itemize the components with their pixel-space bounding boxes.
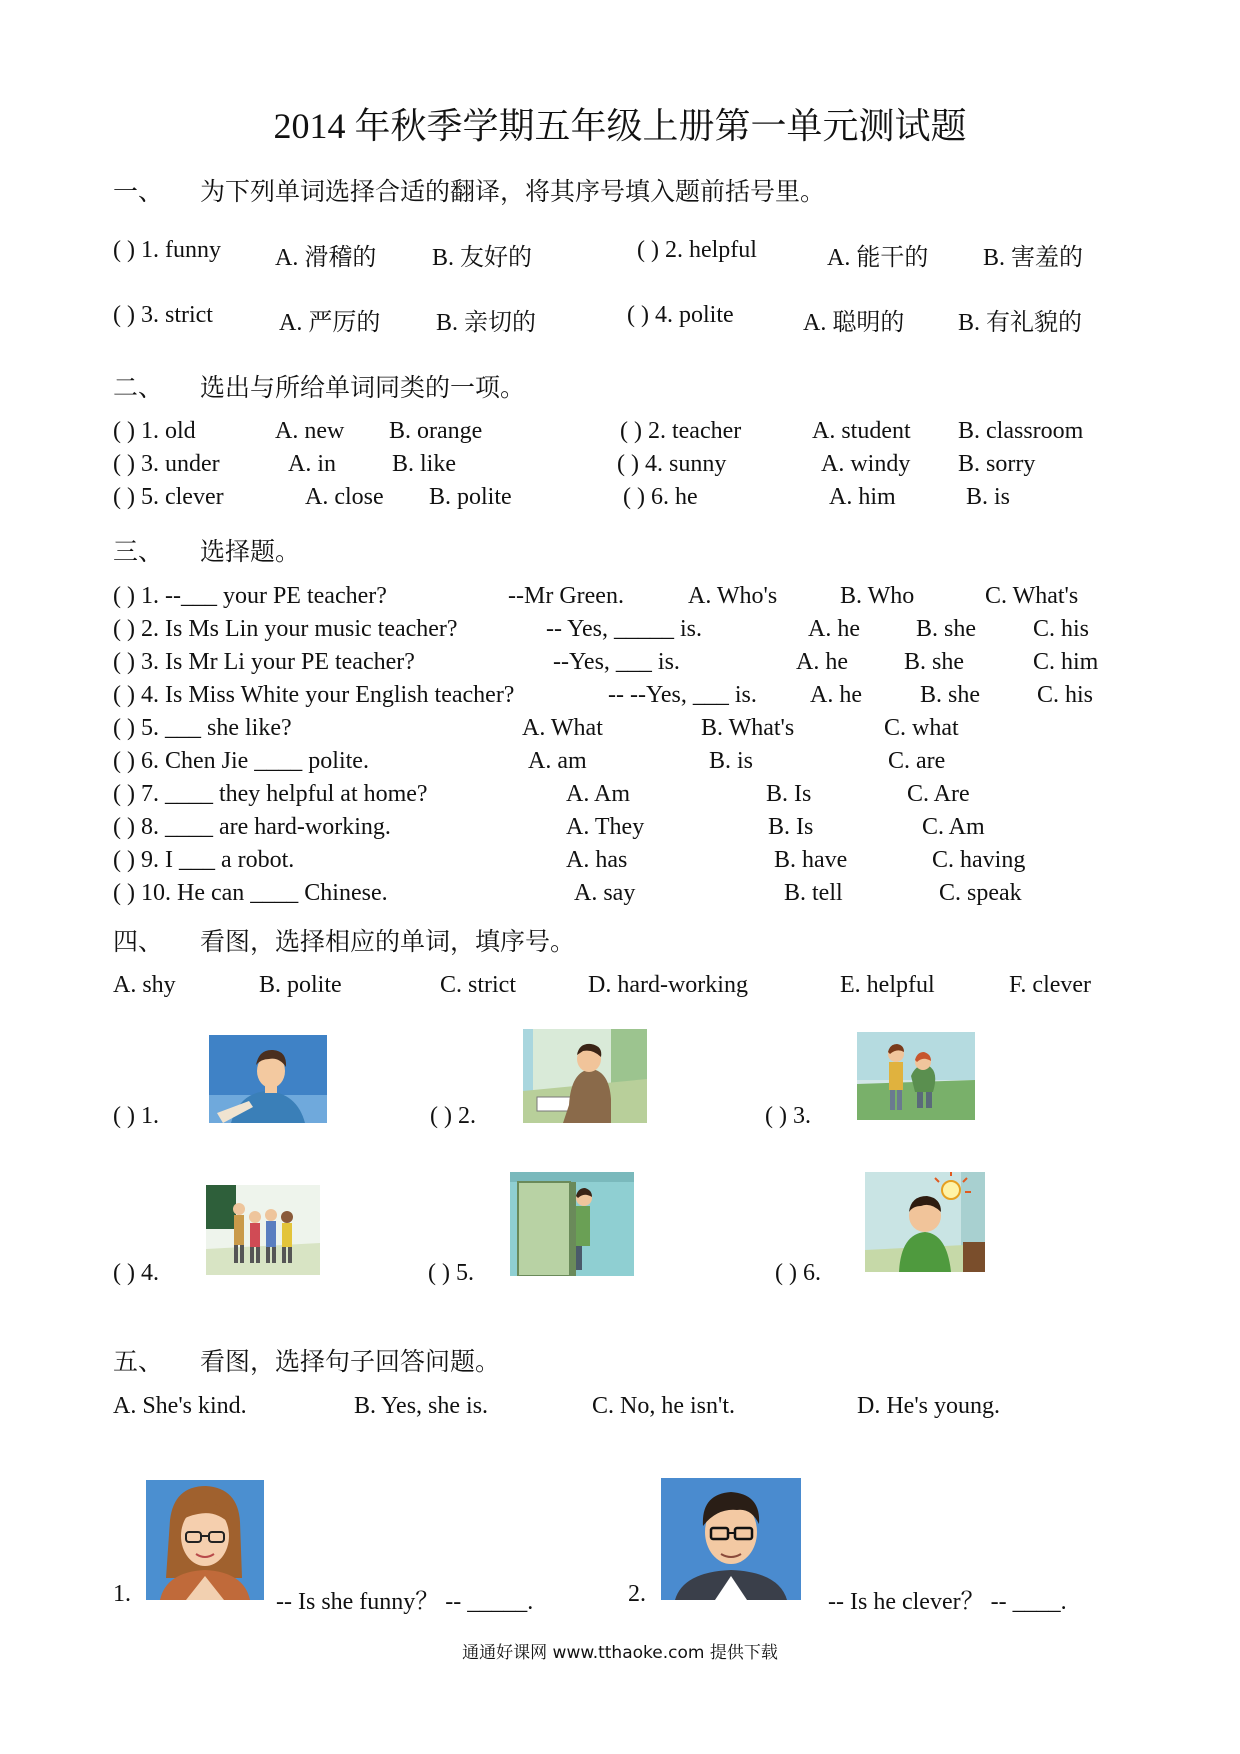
s3-q1-b: B. Who: [840, 583, 915, 609]
picture-man-pointing: [209, 1035, 327, 1123]
s2-q5: ( ) 5. clever: [113, 484, 224, 510]
s2-q2-b: B. classroom: [958, 418, 1084, 444]
s3-q5-a: A. What: [522, 715, 603, 741]
s1-q4-a: A. 聪明的: [803, 310, 905, 336]
s5-q2-number: 2.: [628, 1581, 646, 1607]
s5-option-d: D. He's young.: [857, 1393, 1000, 1419]
page-title: 2014 年秋季学期五年级上册第一单元测试题: [273, 106, 967, 146]
s2-q2: ( ) 2. teacher: [620, 418, 742, 444]
s2-q4: ( ) 4. sunny: [617, 451, 727, 477]
s3-q6: ( ) 6. Chen Jie ____ polite.: [113, 748, 369, 774]
s3-q10-b: B. tell: [784, 880, 843, 906]
s1-q1-a: A. 滑稽的: [275, 245, 377, 271]
picture-children-helping: [857, 1032, 975, 1120]
s3-q7-a: A. Am: [566, 781, 631, 807]
s4-q3: ( ) 3.: [765, 1103, 811, 1129]
s3-q1-mid: --Mr Green.: [508, 583, 624, 609]
picture-man-portrait: [661, 1478, 801, 1600]
s3-q1-c: C. What's: [985, 583, 1079, 609]
s3-q5-b: B. What's: [701, 715, 795, 741]
s3-q7-b: B. Is: [766, 781, 812, 807]
picture-children-group: [206, 1185, 320, 1275]
s3-q10: ( ) 10. He can ____ Chinese.: [113, 880, 388, 906]
s4-q1: ( ) 1.: [113, 1103, 159, 1129]
s3-q2-c: C. his: [1033, 616, 1090, 642]
picture-shy-child: [510, 1172, 634, 1276]
s1-q4: ( ) 4. polite: [627, 302, 734, 328]
s4-option-d: D. hard-working: [588, 972, 748, 998]
s2-q2-a: A. student: [812, 418, 911, 444]
s2-q6: ( ) 6. he: [623, 484, 698, 510]
picture-boy-working: [523, 1029, 647, 1123]
s3-q8-c: C. Am: [922, 814, 985, 840]
picture-woman-portrait: [146, 1480, 264, 1600]
section-5-heading: 看图，选择句子回答问题。: [200, 1349, 501, 1376]
s1-q3: ( ) 3. strict: [113, 302, 213, 328]
s2-q3: ( ) 3. under: [113, 451, 220, 477]
s2-q3-b: B. like: [392, 451, 456, 477]
section-1-number: 一、: [113, 179, 164, 206]
section-3-number: 三、: [113, 539, 164, 566]
s1-q2-b: B. 害羞的: [983, 245, 1084, 271]
s3-q2-b: B. she: [916, 616, 976, 642]
s1-q3-b: B. 亲切的: [436, 310, 537, 336]
s5-q1-text: -- Is she funny？ -- _____.: [276, 1589, 534, 1615]
s2-q4-b: B. sorry: [958, 451, 1036, 477]
s4-option-a: A. shy: [113, 972, 176, 998]
section-2-heading: 选出与所给单词同类的一项。: [200, 375, 526, 402]
s3-q2-a: A. he: [808, 616, 860, 642]
s3-q6-a: A. am: [528, 748, 587, 774]
s3-q4-b: B. she: [920, 682, 980, 708]
s3-q8: ( ) 8. ____ are hard-working.: [113, 814, 391, 840]
section-4-number: 四、: [113, 929, 164, 956]
s2-q1-a: A. new: [275, 418, 345, 444]
s3-q9-c: C. having: [932, 847, 1026, 873]
s3-q9-a: A. has: [566, 847, 628, 873]
s4-option-f: F. clever: [1009, 972, 1092, 998]
s4-q6: ( ) 6.: [775, 1260, 821, 1286]
s4-q4: ( ) 4.: [113, 1260, 159, 1286]
section-4-heading: 看图，选择相应的单词，填序号。: [200, 929, 576, 956]
s2-q3-a: A. in: [288, 451, 336, 477]
s2-q5-a: A. close: [305, 484, 384, 510]
s3-q10-c: C. speak: [939, 880, 1022, 906]
s1-q2-a: A. 能干的: [827, 245, 929, 271]
s3-q2-mid: -- Yes, _____ is.: [546, 616, 703, 642]
s1-q3-a: A. 严厉的: [279, 310, 381, 336]
s4-option-e: E. helpful: [840, 972, 935, 998]
s5-option-c: C. No, he isn't.: [592, 1393, 735, 1419]
s2-q6-a: A. him: [829, 484, 896, 510]
s4-q2: ( ) 2.: [430, 1103, 476, 1129]
s3-q2: ( ) 2. Is Ms Lin your music teacher?: [113, 616, 458, 642]
s3-q3: ( ) 3. Is Mr Li your PE teacher?: [113, 649, 415, 675]
s2-q6-b: B. is: [966, 484, 1011, 510]
s3-q4-a: A. he: [810, 682, 862, 708]
footer-credit: 通通好课网 www.tthaoke.com 提供下载: [462, 1643, 778, 1663]
s3-q1: ( ) 1. --___ your PE teacher?: [113, 583, 387, 609]
s2-q5-b: B. polite: [429, 484, 512, 510]
s3-q3-b: B. she: [904, 649, 964, 675]
s3-q4: ( ) 4. Is Miss White your English teacher?: [113, 682, 515, 708]
s3-q3-mid: --Yes, ___ is.: [553, 649, 680, 675]
s3-q9: ( ) 9. I ___ a robot.: [113, 847, 295, 873]
s3-q4-mid: -- --Yes, ___ is.: [608, 682, 757, 708]
s1-q1-b: B. 友好的: [432, 245, 533, 271]
s3-q8-b: B. Is: [768, 814, 814, 840]
s3-q8-a: A. They: [566, 814, 645, 840]
s3-q4-c: C. his: [1037, 682, 1094, 708]
picture-clever-boy: [865, 1172, 985, 1272]
s4-option-b: B. polite: [259, 972, 342, 998]
s2-q4-a: A. windy: [821, 451, 911, 477]
s2-q1: ( ) 1. old: [113, 418, 196, 444]
s5-q1-number: 1.: [113, 1581, 131, 1607]
s4-q5: ( ) 5.: [428, 1260, 474, 1286]
section-3-heading: 选择题。: [200, 539, 301, 566]
s2-q1-b: B. orange: [389, 418, 483, 444]
s5-q2-text: -- Is he clever？ -- ____.: [828, 1589, 1067, 1615]
s3-q6-b: B. is: [709, 748, 754, 774]
s1-q4-b: B. 有礼貌的: [958, 310, 1083, 336]
section-1-heading: 为下列单词选择合适的翻译，将其序号填入题前括号里。: [200, 179, 826, 206]
s3-q10-a: A. say: [574, 880, 636, 906]
s3-q7: ( ) 7. ____ they helpful at home?: [113, 781, 428, 807]
s5-option-b: B. Yes, she is.: [354, 1393, 489, 1419]
section-2-number: 二、: [113, 375, 164, 402]
s3-q9-b: B. have: [774, 847, 848, 873]
s5-option-a: A. She's kind.: [113, 1393, 247, 1419]
s3-q5: ( ) 5. ___ she like?: [113, 715, 292, 741]
s3-q5-c: C. what: [884, 715, 959, 741]
s1-q2: ( ) 2. helpful: [637, 237, 757, 263]
s3-q3-a: A. he: [796, 649, 848, 675]
section-5-number: 五、: [113, 1349, 164, 1376]
s3-q3-c: C. him: [1033, 649, 1099, 675]
s3-q7-c: C. Are: [907, 781, 970, 807]
s1-q1: ( ) 1. funny: [113, 237, 221, 263]
s3-q1-a: A. Who's: [688, 583, 778, 609]
s4-option-c: C. strict: [440, 972, 516, 998]
s3-q6-c: C. are: [888, 748, 946, 774]
